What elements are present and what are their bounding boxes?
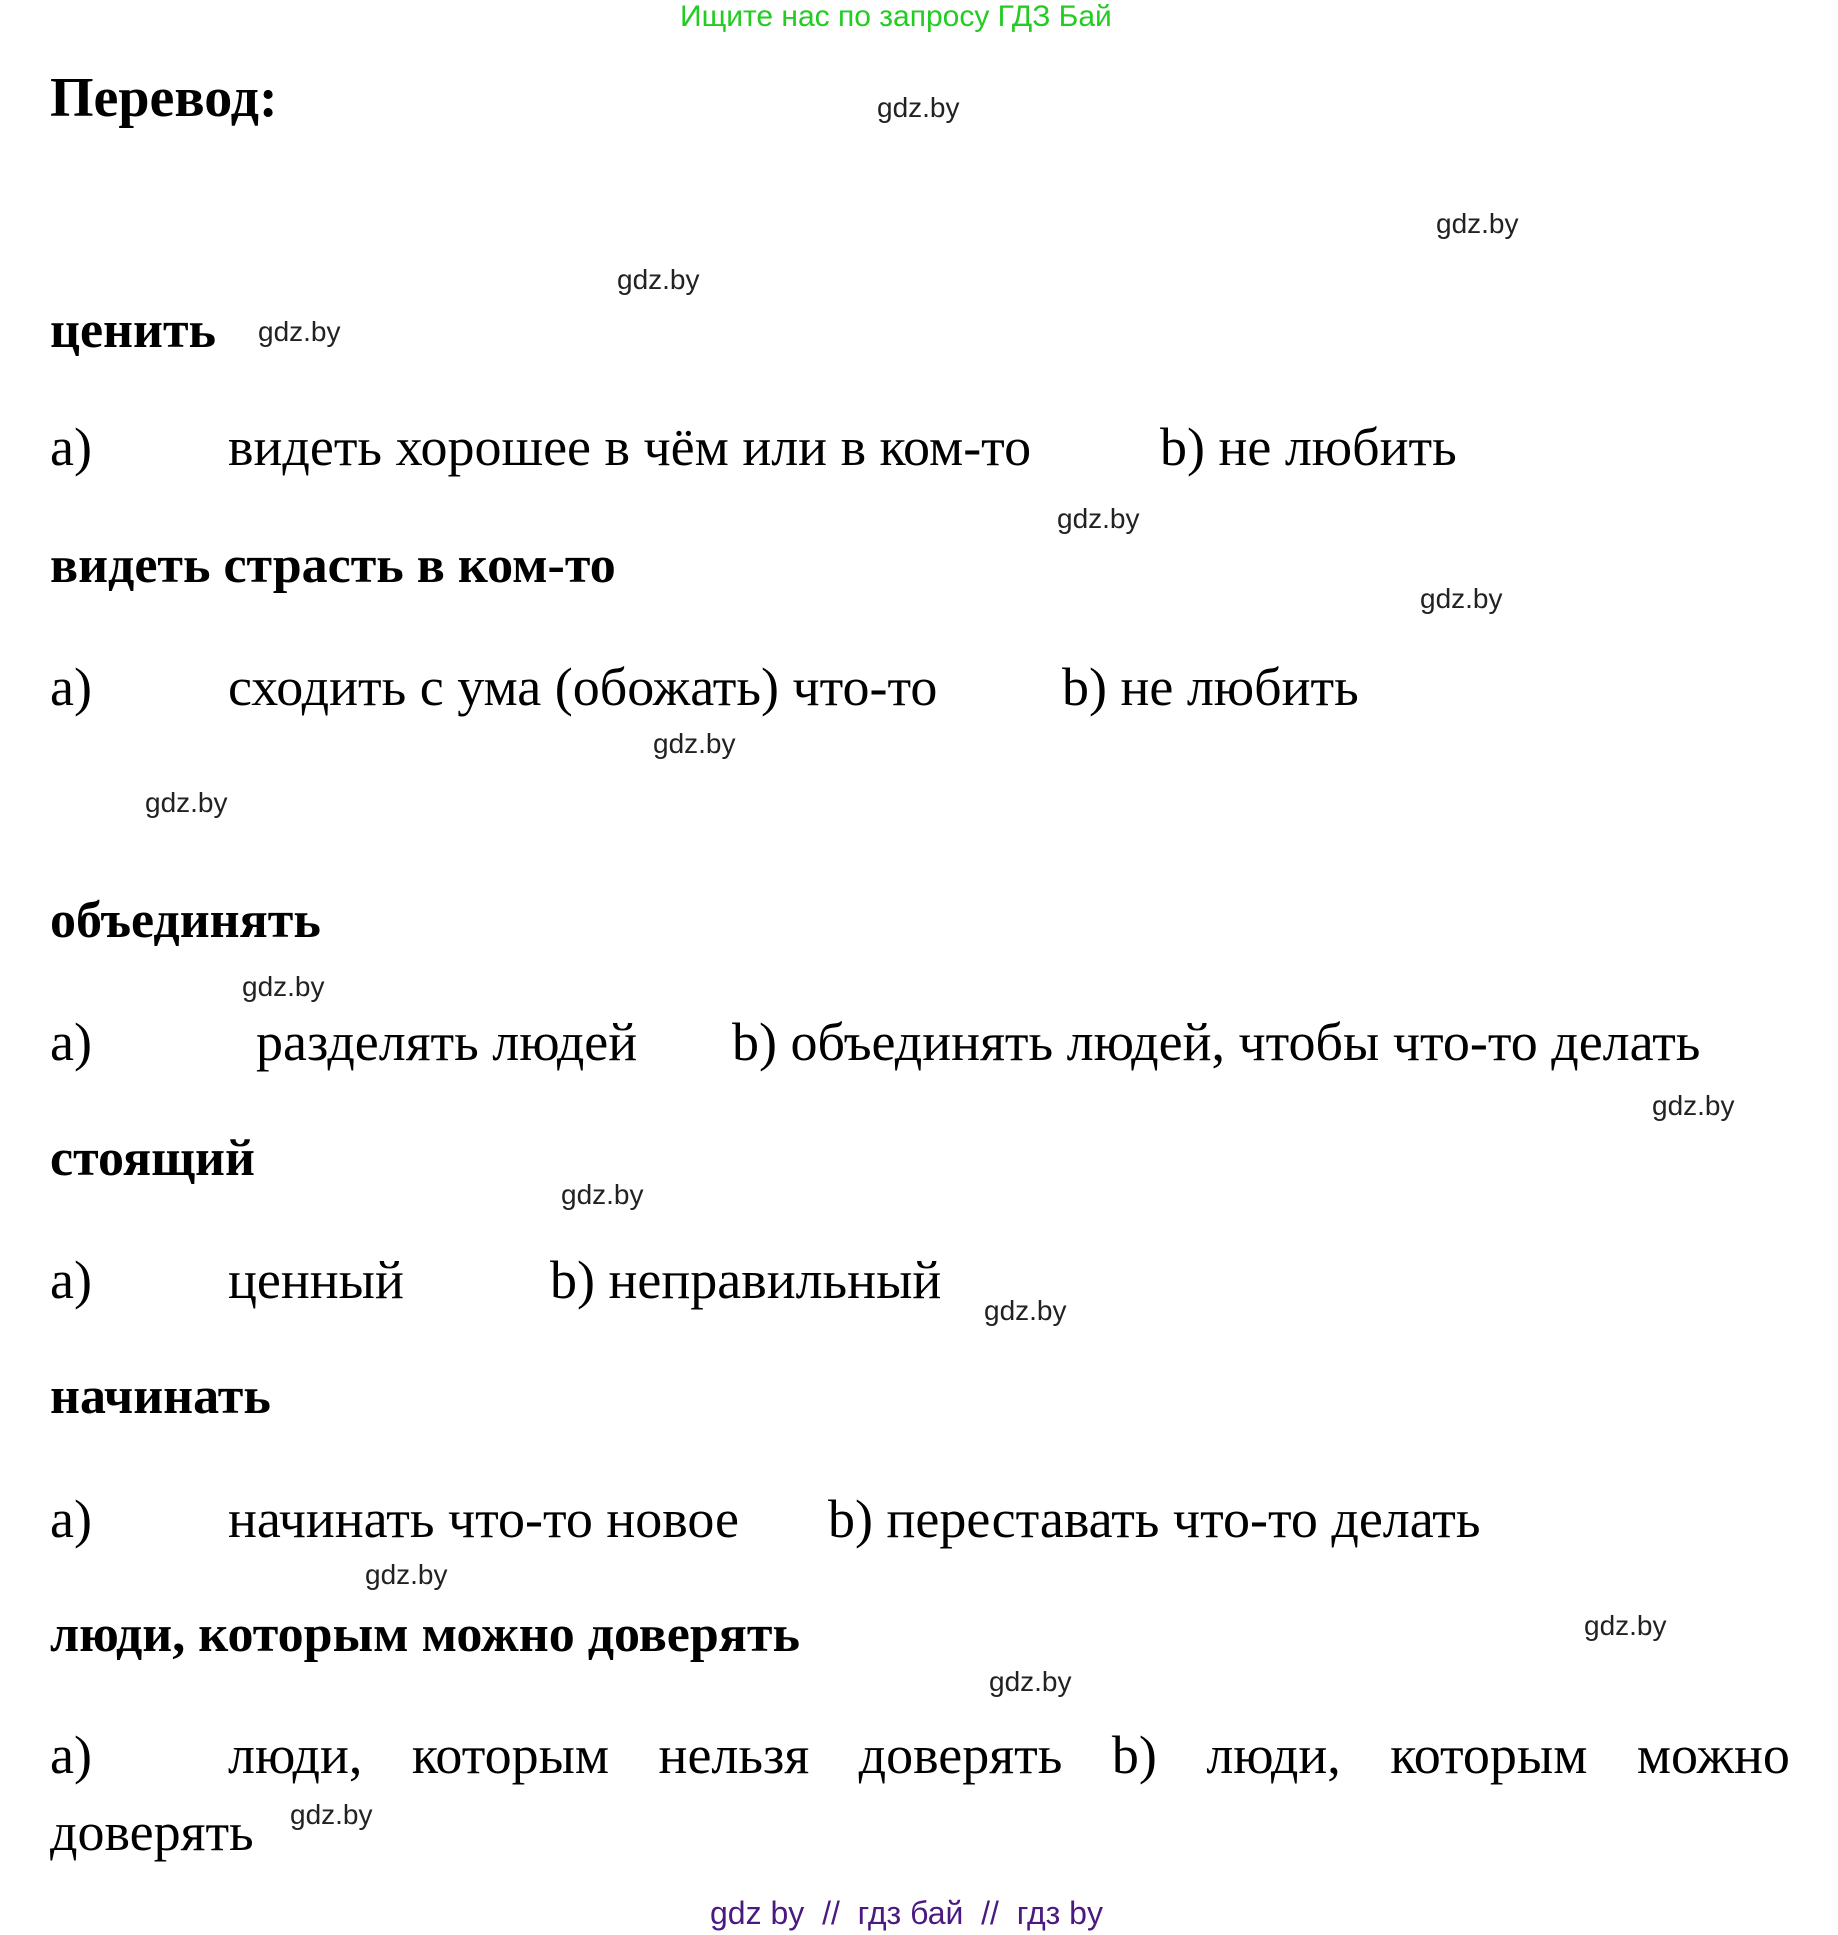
watermark: gdz.by [1420,583,1503,614]
term-2: видеть страсть в ком-то [50,537,616,594]
option-a-text-5: начинать что-то новое [228,1489,740,1549]
watermark: gdz.by [1584,1610,1667,1641]
word: которым [411,1725,610,1785]
option-a-text-2: сходить с ума (обожать) что-то [228,657,938,717]
watermark: gdz.by [365,1559,448,1590]
watermark: gdz.by [1436,208,1519,239]
search-banner: Ищите нас по запросу ГДЗ Бай [680,0,1112,33]
option-a-text-4: ценный [228,1250,404,1310]
watermark: gdz.by [242,971,325,1002]
option-line-6 [228,1725,1790,1785]
word: люди, [228,1725,363,1785]
word: доверять [858,1725,1063,1785]
watermark: gdz.by [989,1666,1072,1697]
option-b-text-4: b) неправильный [550,1250,942,1310]
word: люди, [1206,1725,1341,1785]
watermark: gdz.by [1057,503,1140,534]
option-a-label-1: a) [50,417,92,477]
option-a-text-1: видеть хорошее в чём или в ком-то [228,417,1032,477]
watermark: gdz.by [617,264,700,295]
word: нельзя [658,1725,810,1785]
term-6: люди, которым можно доверять [50,1606,800,1663]
option-b-text-2: b) не любить [1062,657,1359,717]
page-title: Перевод: [50,67,278,129]
watermark: gdz.by [258,316,341,347]
term-4: стоящий [50,1130,255,1187]
option-a-label-6: a) [50,1725,92,1785]
word: можно [1636,1725,1790,1785]
option-a-label-3: a) [50,1012,92,1072]
option-a-label-4: a) [50,1250,92,1310]
term-3: объединять [50,892,321,949]
option-b-text-5: b) переставать что-то делать [828,1489,1481,1549]
watermark: gdz.by [145,787,228,818]
option-a-text-3: разделять людей [256,1012,638,1072]
watermark: gdz.by [561,1179,644,1210]
option-a-label-2: a) [50,657,92,717]
option-b-text-1: b) не любить [1160,417,1457,477]
option-a-label-5: a) [50,1489,92,1549]
footer-watermark: gdz by // гдз бай // гдз by [710,1895,1103,1931]
word: которым [1390,1725,1588,1785]
option-b-text-3: b) объединять людей, чтобы что-то делать [732,1012,1701,1072]
watermark: gdz.by [984,1295,1067,1326]
watermark: gdz.by [653,728,736,759]
word: b) [1111,1725,1157,1785]
watermark: gdz.by [290,1799,373,1830]
watermark: gdz.by [877,92,960,123]
option-b-continuation-6: доверять [50,1802,254,1862]
term-1: ценить [50,302,217,359]
term-5: начинать [50,1368,271,1425]
watermark: gdz.by [1652,1090,1735,1121]
